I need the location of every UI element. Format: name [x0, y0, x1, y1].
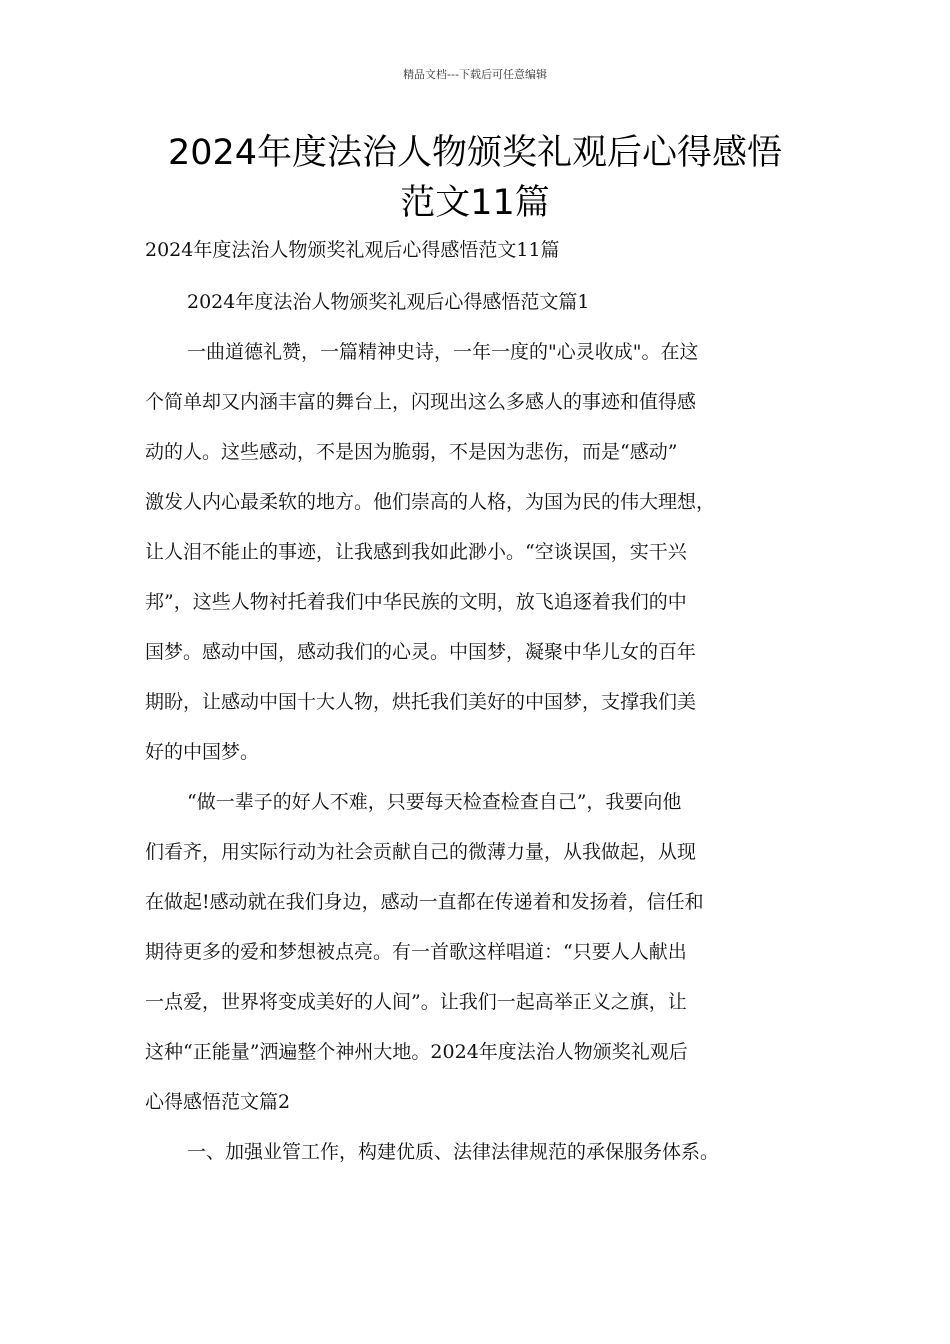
paragraph-line: 这种“正能量”洒遍整个神州大地。2024年度法治人物颁奖礼观后	[145, 1041, 688, 1063]
paragraph-3	[145, 1132, 810, 1182]
paragraph-1	[145, 332, 810, 782]
section-heading: 2024年度法治人物颁奖礼观后心得感悟范文篇1	[187, 291, 590, 313]
document-subtitle: 2024年度法治人物颁奖礼观后心得感悟范文11篇	[145, 239, 560, 261]
document-body	[145, 230, 810, 1182]
paragraph-line: 激发人内心最柔软的地方。他们崇高的人格，为国为民的伟大理想，	[145, 491, 716, 513]
paragraph-line: 让人泪不能止的事迹，让我感到我如此渺小。“空谈误国，实干兴	[145, 541, 687, 563]
paragraph-line: 一、加强业管工作，构建优质、法律法律规范的承保服务体系。	[187, 1141, 720, 1163]
paragraph-line: 一曲道德礼赞，一篇精神史诗，一年一度的"心灵收成"。在这	[187, 341, 699, 363]
paragraph-line: 在做起!感动就在我们身边，感动一直都在传递着和发扬着，信任和	[145, 891, 704, 913]
paragraph-line: 国梦。感动中国，感动我们的心灵。中国梦，凝聚中华儿女的百年	[145, 641, 697, 663]
page-header: 精品文档---下载后可任意编辑	[403, 68, 547, 81]
paragraph-line: 心得感悟范文篇2	[145, 1091, 291, 1113]
paragraph-line: “做一辈子的好人不难，只要每天检查检查自己”，我要向他	[187, 791, 682, 813]
paragraph-2	[145, 782, 810, 1132]
paragraph-line: 一点爱，世界将变成美好的人间”。让我们一起高举正义之旗，让	[145, 991, 687, 1013]
paragraph-line: 动的人。这些感动，不是因为脆弱，不是因为悲伤，而是“感动”	[145, 441, 678, 463]
paragraph-line: 期盼，让感动中国十大人物，烘托我们美好的中国梦，支撑我们美	[145, 691, 697, 713]
paragraph-line: 邦”，这些人物衬托着我们中华民族的文明，放飞追逐着我们的中	[145, 591, 687, 613]
document-title-line-1: 2024年度法治人物颁奖礼观后心得感悟	[167, 133, 783, 173]
paragraph-line: 好的中国梦。	[145, 741, 260, 763]
document-title	[120, 128, 830, 228]
paragraph-line: 期待更多的爱和梦想被点亮。有一首歌这样唱道：“只要人人献出	[145, 941, 687, 963]
paragraph-line: 们看齐，用实际行动为社会贡献自己的微薄力量，从我做起，从现	[145, 841, 697, 863]
document-title-line-2: 范文11篇	[400, 183, 550, 223]
paragraph-line: 个简单却又内涵丰富的舞台上，闪现出这么多感人的事迹和值得感	[145, 391, 697, 413]
